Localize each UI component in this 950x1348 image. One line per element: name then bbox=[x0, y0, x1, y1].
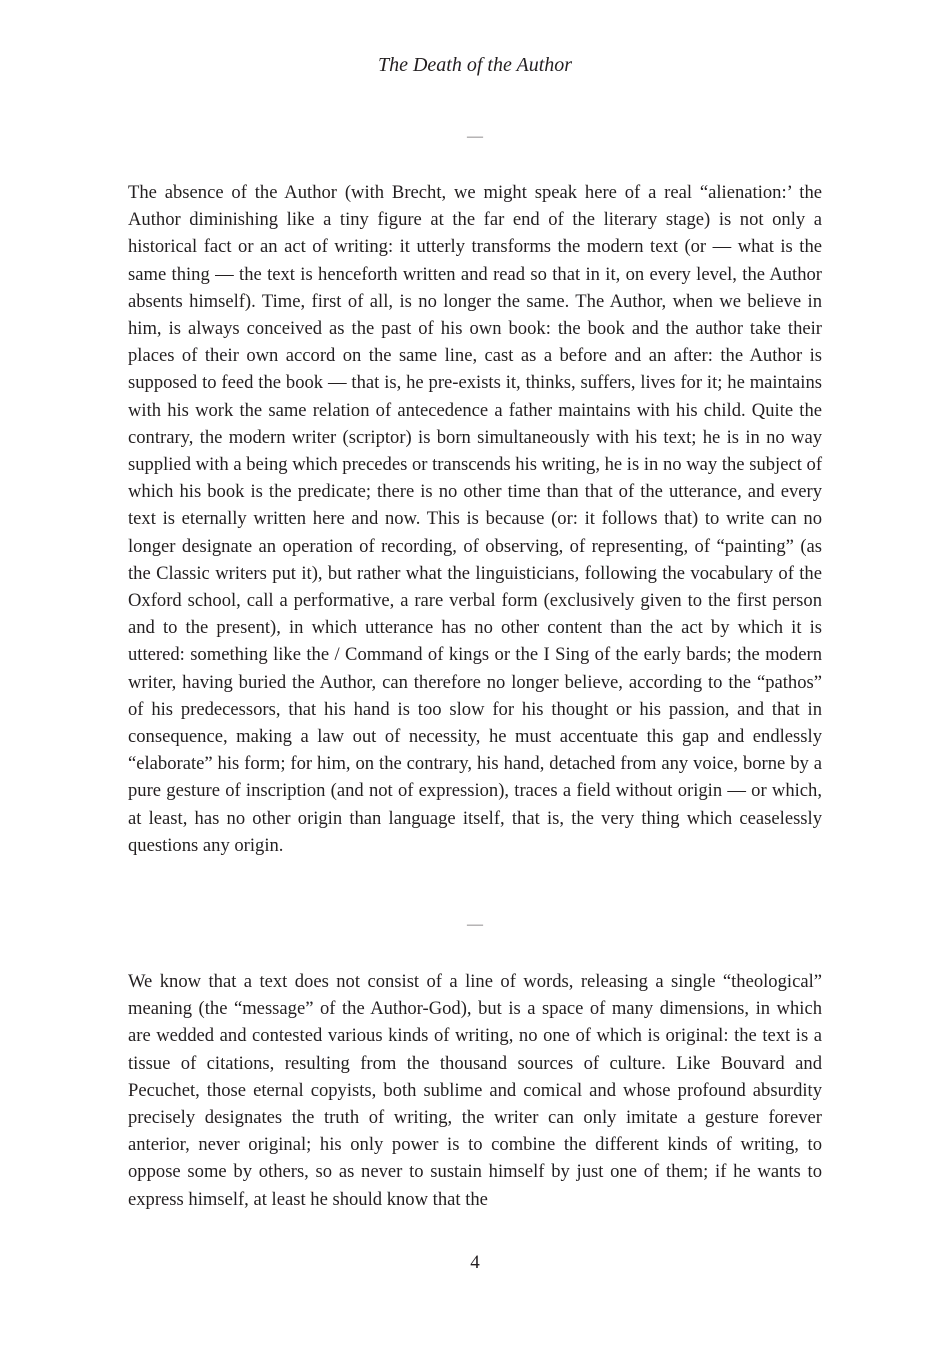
section-divider: — bbox=[467, 916, 483, 933]
page-number: 4 bbox=[470, 1252, 480, 1273]
body-paragraph: We know that a text does not consist of a line of words, releasing a single “theological” meaning (the “message” of the Author-God), but is a space of many dimensions, in which are wedded and contested various kinds of writing, no one of which is original: the text is a tissue of citations, resulting from the thousand sources of culture. Like Bouvard and Pecuchet, those eternal copyists, both sublime and comical and whose profound absurdity precisely designates the truth of writing, the writer can only imitate a gesture forever anterior, never original; his only power is to combine the different kinds of writing, to oppose some by others, so as never to sustain himself by just one of them; if he wants to express himself, at least he should know that the bbox=[128, 971, 822, 1210]
section-divider: — bbox=[467, 128, 483, 145]
body-paragraph: The absence of the Author (with Brecht, we might speak here of a real “alienation:’ the Author diminishing like a tiny figure at the far end of the literary stage) is not only a historical fact or an act of writing: it utterly transforms the modern text (or — what is the same thing — the text is henceforth written and read so that in it, on every level, the Author absents himself). Time, first of all, is no longer the same. The Author, when we believe in him, is always conceived as the past of his own book: the book and the author take their places of their own accord on the same line, cast as a before and an after: the Author is supposed to feed the book — that is, he pre-exists it, thinks, suffers, lives for it; he maintains with his work the same relation of antecedence a father maintains with his child. Quite the contrary, the modern writer (scriptor) is born simultaneously with his text; he is in no way supplied with a being which precedes or transcends his writing, he is in no way the subject of which his book is the predicate; there is no other time than that of the utterance, and every text is eternally written here and now. This is because (or: it follows that) to write can no longer designate an operation of recording, of observing, of representing, of “painting” (as the Classic writers put it), but rather what the linguisticians, following the vocabulary of the Oxford school, call a performative, a rare verbal form (exclusively given to the first person and to the present), in which utterance has no other content than the act by which it is uttered: something like the / Command of kings or the I Sing of the early bards; the modern writer, having buried the Author, can therefore no longer believe, according to the “pathos” of his predecessors, that his hand is too slow for his thought or his passion, and that in consequence, making a law out of necessity, he must accentuate this gap and endlessly “elaborate” his form; for him, on the contrary, his hand, detached from any voice, borne by a pure gesture of inscription (and not of expression), traces a field without origin — or which, at least, has no other origin than language itself, that is, the very thing which ceaselessly questions any origin. bbox=[128, 182, 823, 856]
running-title: The Death of the Author bbox=[377, 54, 573, 76]
